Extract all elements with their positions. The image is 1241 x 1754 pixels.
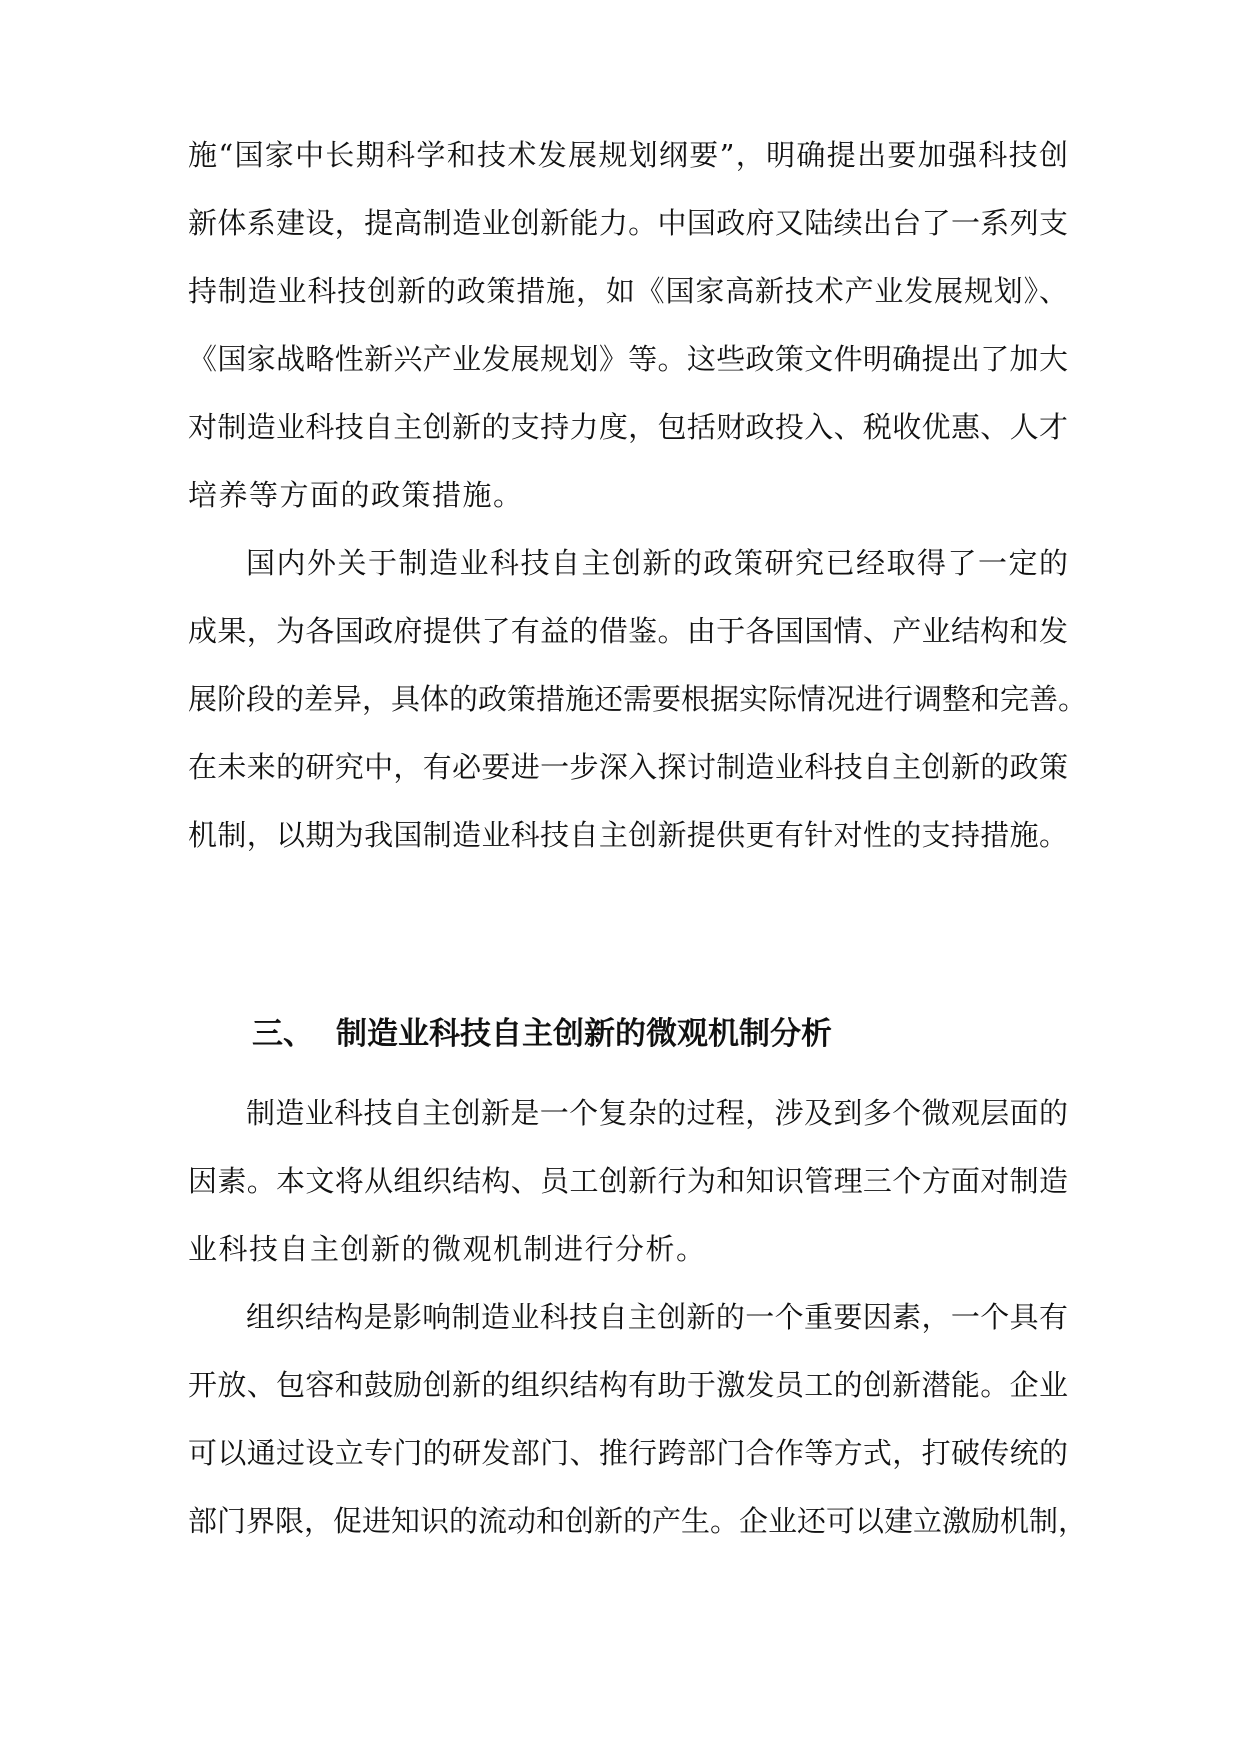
- text-line: 展阶段的差异，具体的政策措施还需要根据实际情况进行调整和完善。: [188, 682, 1088, 716]
- text-line: 《国家战略性新兴产业发展规划》等。这些政策文件明确提出了加大: [188, 342, 1068, 376]
- text-line: 可以通过设立专门的研发部门、推行跨部门合作等方式，打破传统的: [188, 1436, 1068, 1470]
- text-line: 制造业科技自主创新是一个复杂的过程，涉及到多个微观层面的: [246, 1096, 1068, 1130]
- text-line: 开放、包容和鼓励创新的组织结构有助于激发员工的创新潜能。企业: [188, 1368, 1068, 1402]
- text-line: 培养等方面的政策措施。: [188, 478, 524, 512]
- text-line: 施“国家中长期科学和技术发展规划纲要”，明确提出要加强科技创: [188, 138, 1068, 172]
- text-line: 新体系建设，提高制造业创新能力。中国政府又陆续出台了一系列支: [188, 206, 1068, 240]
- text-line: 机制，以期为我国制造业科技自主创新提供更有针对性的支持措施。: [188, 818, 1068, 852]
- text-line: 对制造业科技自主创新的支持力度，包括财政投入、税收优惠、人才: [188, 410, 1068, 444]
- section-title: 制造业科技自主创新的微观机制分析: [336, 1016, 832, 1052]
- section-number: 三、: [252, 1016, 314, 1052]
- text-line: 组织结构是影响制造业科技自主创新的一个重要因素，一个具有: [246, 1300, 1068, 1334]
- text-line: 部门界限，促进知识的流动和创新的产生。企业还可以建立激励机制，: [188, 1504, 1088, 1538]
- text-line: 成果，为各国政府提供了有益的借鉴。由于各国国情、产业结构和发: [188, 614, 1068, 648]
- text-line: 持制造业科技创新的政策措施，如《国家高新技术产业发展规划》、: [188, 274, 1068, 308]
- text-line: 在未来的研究中，有必要进一步深入探讨制造业科技自主创新的政策: [188, 750, 1068, 784]
- text-line: 因素。本文将从组织结构、员工创新行为和知识管理三个方面对制造: [188, 1164, 1068, 1198]
- text-line: 国内外关于制造业科技自主创新的政策研究已经取得了一定的: [246, 546, 1068, 580]
- section-heading: [252, 1012, 832, 1056]
- text-line: 业科技自主创新的微观机制进行分析。: [188, 1232, 707, 1266]
